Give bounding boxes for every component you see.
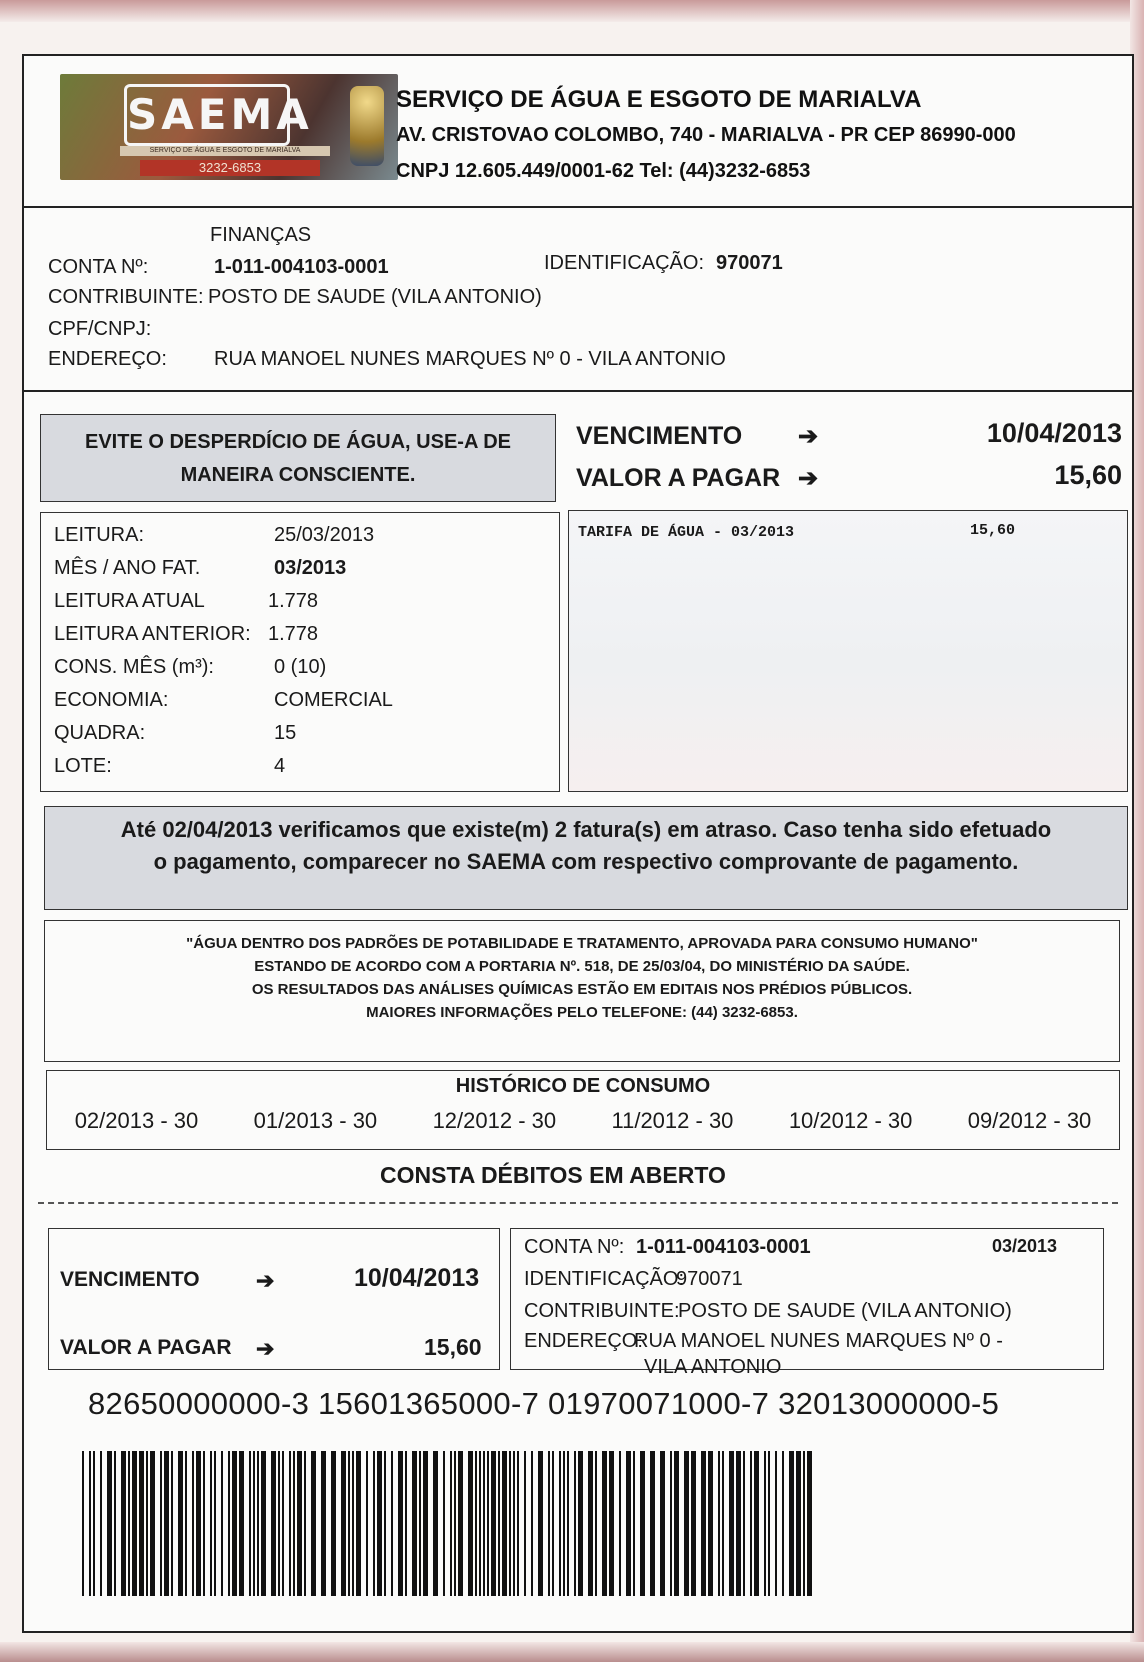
barcode-bar bbox=[443, 1451, 445, 1596]
barcode-bar bbox=[185, 1451, 187, 1596]
charge-item-value: 15,60 bbox=[970, 522, 1016, 539]
valor-value: 15,60 bbox=[1054, 460, 1122, 490]
saema-logo bbox=[60, 74, 398, 180]
section-label: FINANÇAS bbox=[210, 224, 312, 246]
barcode-bar bbox=[352, 1451, 354, 1596]
reading-value: COMERCIAL bbox=[274, 689, 393, 711]
barcode-bar bbox=[82, 1451, 84, 1596]
contribuinte-value: POSTO DE SAUDE (VILA ANTONIO) bbox=[208, 286, 542, 308]
barcode-bar bbox=[253, 1451, 255, 1596]
barcode-bar bbox=[578, 1451, 583, 1596]
reading-value: 0 (10) bbox=[274, 656, 327, 678]
quality-line-2: ESTANDO DE ACORDO COM A PORTARIA Nº. 518, DE 25/03/04, DO MINISTÉRIO DA SAÚDE. bbox=[254, 958, 910, 975]
barcode-bar bbox=[257, 1451, 259, 1596]
arrow-icon: ➔ bbox=[798, 465, 819, 492]
charge-item-label: TARIFA DE ÁGUA - 03/2013 bbox=[578, 524, 795, 541]
barcode-bar bbox=[132, 1451, 137, 1596]
reading-label: LOTE: bbox=[54, 755, 112, 777]
cut-line bbox=[38, 1202, 1118, 1204]
barcode-bar bbox=[282, 1451, 284, 1596]
stub-conta-value: 1-011-004103-0001 bbox=[636, 1236, 811, 1258]
vencimento-value: 10/04/2013 bbox=[986, 418, 1122, 448]
barcode-bar bbox=[609, 1451, 614, 1596]
history-title: HISTÓRICO DE CONSUMO bbox=[455, 1075, 711, 1097]
barcode-bar bbox=[107, 1451, 112, 1596]
barcode-bar bbox=[239, 1451, 244, 1596]
stub-vencimento-label: VENCIMENTO bbox=[60, 1268, 200, 1291]
barcode-bar bbox=[691, 1451, 696, 1596]
barcode-bar bbox=[754, 1451, 759, 1596]
barcode-bar bbox=[650, 1451, 655, 1596]
barcode-bar bbox=[348, 1451, 350, 1596]
barcode-bar bbox=[433, 1451, 438, 1596]
barcode-bar bbox=[89, 1451, 91, 1596]
barcode-bar bbox=[517, 1451, 519, 1596]
barcode-bar bbox=[796, 1451, 801, 1596]
contribuinte-label: CONTRIBUINTE: bbox=[48, 286, 204, 308]
water-tap-icon bbox=[350, 86, 384, 166]
barcode-bar bbox=[588, 1451, 593, 1596]
identificacao-label: IDENTIFICAÇÃO: bbox=[544, 252, 705, 274]
logo-phone: 3232-6853 bbox=[140, 160, 320, 176]
stub-ident-value: 970071 bbox=[676, 1268, 743, 1290]
barcode-bar bbox=[807, 1451, 812, 1596]
barcode-bar bbox=[674, 1451, 679, 1596]
company-address: AV. CRISTOVAO COLOMBO, 740 - MARIALVA - PR CEP 86990-000 bbox=[396, 124, 1016, 146]
reading-label: LEITURA ANTERIOR: bbox=[54, 623, 251, 645]
barcode-bar bbox=[331, 1451, 336, 1596]
barcode-bar bbox=[419, 1451, 421, 1596]
barcode-bar bbox=[210, 1451, 212, 1596]
barcode-bar bbox=[574, 1451, 576, 1596]
barcode-bar bbox=[214, 1451, 216, 1596]
history-item: 09/2012 - 30 bbox=[967, 1108, 1092, 1133]
reading-label: QUADRA: bbox=[54, 722, 146, 744]
barcode-bar bbox=[548, 1451, 550, 1596]
barcode-bar bbox=[356, 1451, 361, 1596]
conta-label: CONTA Nº: bbox=[48, 256, 149, 278]
barcode-bar bbox=[626, 1451, 631, 1596]
barcode-bar bbox=[468, 1451, 473, 1596]
barcode-bar bbox=[100, 1451, 102, 1596]
barcode-bar bbox=[764, 1451, 766, 1596]
barcode-bar bbox=[178, 1451, 183, 1596]
history-item: 12/2012 - 30 bbox=[432, 1108, 557, 1133]
barcode-bar bbox=[722, 1451, 724, 1596]
water-bill-page bbox=[22, 54, 1134, 1633]
barcode-bar bbox=[670, 1451, 672, 1596]
stub-endereco-label: ENDEREÇO: bbox=[524, 1330, 643, 1352]
barcode-bar bbox=[498, 1451, 500, 1596]
barcode-bar bbox=[479, 1451, 481, 1596]
barcode-bar bbox=[146, 1451, 148, 1596]
header-divider bbox=[24, 206, 1132, 208]
barcode-bar bbox=[701, 1451, 706, 1596]
barcode-bar bbox=[139, 1451, 144, 1596]
barcode-bar bbox=[150, 1451, 155, 1596]
barcode-bar bbox=[718, 1451, 720, 1596]
cpf-label: CPF/CNPJ: bbox=[48, 318, 152, 340]
barcode-bar bbox=[373, 1451, 375, 1596]
barcode-bar bbox=[524, 1451, 526, 1596]
charges-box bbox=[568, 510, 1128, 792]
customer-divider bbox=[24, 390, 1132, 392]
barcode-bar bbox=[423, 1451, 428, 1596]
barcode-bar bbox=[487, 1451, 489, 1596]
logo-subtitle: SERVIÇO DE ÁGUA E ESGOTO DE MARIALVA bbox=[120, 146, 330, 156]
barcode-bar bbox=[775, 1451, 777, 1596]
endereco-value: RUA MANOEL NUNES MARQUES Nº 0 - VILA ANTONIO bbox=[214, 348, 726, 370]
water-quality-box bbox=[44, 920, 1120, 1062]
history-items bbox=[47, 1108, 1119, 1134]
barcode-bar bbox=[458, 1451, 463, 1596]
reading-box bbox=[40, 512, 560, 792]
barcode-digits: 82650000000-3 15601365000-7 01970071000-7 32013000000-5 bbox=[88, 1386, 1000, 1421]
barcode-bar bbox=[398, 1451, 403, 1596]
barcode-bar bbox=[513, 1451, 515, 1596]
quality-line-3: OS RESULTADOS DAS ANÁLISES QUÍMICAS ESTÃO EM EDITAIS NOS PRÉDIOS PÚBLICOS. bbox=[251, 981, 913, 998]
barcode-bar bbox=[171, 1451, 173, 1596]
quality-line-4: MAIORES INFORMAÇÕES PELO TELEFONE: (44) 3232-6853. bbox=[366, 1004, 798, 1021]
identificacao-value: 970071 bbox=[716, 252, 783, 274]
history-item: 10/2012 - 30 bbox=[788, 1108, 913, 1133]
barcode-bar bbox=[297, 1451, 302, 1596]
barcode-bar bbox=[475, 1451, 477, 1596]
stub-valor-value: 15,60 bbox=[424, 1334, 482, 1360]
company-cnpj: CNPJ 12.605.449/0001-62 Tel: (44)3232-6853 bbox=[396, 160, 811, 182]
barcode-bar bbox=[563, 1451, 565, 1596]
stub-ident-label: IDENTIFICAÇÃO: bbox=[524, 1268, 685, 1290]
barcode-bar bbox=[412, 1451, 417, 1596]
barcode-bar bbox=[567, 1451, 569, 1596]
barcode-bar bbox=[93, 1451, 95, 1596]
scan-edge-top bbox=[0, 0, 1144, 22]
barcode-bar bbox=[164, 1451, 169, 1596]
barcode-bar bbox=[502, 1451, 507, 1596]
water-saving-notice bbox=[40, 414, 556, 502]
notice-line-1: EVITE O DESPERDÍCIO DE ÁGUA, USE-A DE bbox=[85, 431, 511, 453]
reading-value: 4 bbox=[274, 755, 286, 777]
stub-endereco-value-2: VILA ANTONIO bbox=[644, 1356, 782, 1378]
stub-conta-label: CONTA Nº: bbox=[524, 1236, 625, 1258]
endereco-label: ENDEREÇO: bbox=[48, 348, 167, 370]
overdue-line-1: Até 02/04/2013 verificamos que existe(m) 2 fatura(s) em atraso. Caso tenha sido efetuado bbox=[120, 817, 1052, 842]
barcode-bar bbox=[552, 1451, 554, 1596]
stub-endereco-value: RUA MANOEL NUNES MARQUES Nº 0 - bbox=[634, 1330, 1003, 1352]
stub-contribuinte-value: POSTO DE SAUDE (VILA ANTONIO) bbox=[678, 1300, 1012, 1322]
barcode-bar bbox=[384, 1451, 386, 1596]
barcode-bar bbox=[271, 1451, 276, 1596]
barcode-bar bbox=[619, 1451, 621, 1596]
stub-valor-label: VALOR A PAGAR bbox=[60, 1336, 232, 1359]
barcode-bar bbox=[121, 1451, 126, 1596]
barcode-bar bbox=[128, 1451, 130, 1596]
barcode bbox=[82, 1451, 818, 1596]
barcode-bar bbox=[803, 1451, 805, 1596]
stub-period: 03/2013 bbox=[992, 1236, 1058, 1256]
barcode-bar bbox=[768, 1451, 770, 1596]
barcode-bar bbox=[366, 1451, 368, 1596]
reading-value: 15 bbox=[274, 722, 297, 744]
history-item: 02/2013 - 30 bbox=[74, 1108, 199, 1133]
barcode-bar bbox=[278, 1451, 280, 1596]
barcode-bar bbox=[538, 1451, 543, 1596]
barcode-bar bbox=[341, 1451, 346, 1596]
company-name: SERVIÇO DE ÁGUA E ESGOTO DE MARIALVA bbox=[396, 86, 922, 113]
reading-value: 03/2013 bbox=[274, 557, 347, 579]
barcode-bar bbox=[377, 1451, 382, 1596]
barcode-bar bbox=[483, 1451, 485, 1596]
barcode-bar bbox=[684, 1451, 689, 1596]
history-item: 01/2013 - 30 bbox=[253, 1108, 378, 1133]
reading-value: 25/03/2013 bbox=[274, 524, 375, 546]
overdue-notice bbox=[44, 806, 1128, 910]
barcode-bar bbox=[203, 1451, 205, 1596]
reading-label: LEITURA ATUAL bbox=[54, 590, 205, 612]
stub-contribuinte-label: CONTRIBUINTE: bbox=[524, 1300, 680, 1322]
reading-label: ECONOMIA: bbox=[54, 689, 169, 711]
conta-value: 1-011-004103-0001 bbox=[214, 256, 389, 278]
reading-label: LEITURA: bbox=[54, 524, 145, 546]
quality-line-1: "ÁGUA DENTRO DOS PADRÕES DE POTABILIDADE E TRATAMENTO, APROVADA PARA CONSUMO HUMANO" bbox=[186, 935, 978, 952]
barcode-bar bbox=[391, 1451, 393, 1596]
barcode-bar bbox=[633, 1451, 635, 1596]
arrow-icon: ➔ bbox=[798, 423, 819, 450]
reading-label: MÊS / ANO FAT. bbox=[54, 557, 201, 579]
notice-line-2: MANEIRA CONSCIENTE. bbox=[180, 464, 416, 486]
history-box bbox=[46, 1070, 1120, 1150]
barcode-bar bbox=[261, 1451, 266, 1596]
barcode-bar bbox=[602, 1451, 607, 1596]
barcode-bar bbox=[729, 1451, 734, 1596]
reading-label: CONS. MÊS (m³): bbox=[54, 656, 214, 678]
barcode-bar bbox=[196, 1451, 201, 1596]
barcode-bar bbox=[249, 1451, 251, 1596]
barcode-bar bbox=[321, 1451, 326, 1596]
barcode-bar bbox=[228, 1451, 230, 1596]
barcode-bar bbox=[454, 1451, 456, 1596]
barcode-bar bbox=[782, 1451, 784, 1596]
arrow-icon: ➔ bbox=[256, 1268, 275, 1293]
barcode-bar bbox=[743, 1451, 745, 1596]
barcode-bar bbox=[114, 1451, 116, 1596]
arrow-icon: ➔ bbox=[256, 1336, 275, 1361]
barcode-bar bbox=[232, 1451, 237, 1596]
valor-label: VALOR A PAGAR bbox=[576, 464, 781, 492]
barcode-bar bbox=[221, 1451, 223, 1596]
barcode-bar bbox=[789, 1451, 794, 1596]
scan-edge-bottom bbox=[0, 1642, 1144, 1662]
stub-vencimento-value: 10/04/2013 bbox=[354, 1264, 480, 1292]
vencimento-label: VENCIMENTO bbox=[576, 422, 743, 450]
barcode-bar bbox=[559, 1451, 561, 1596]
barcode-bar bbox=[750, 1451, 752, 1596]
barcode-bar bbox=[192, 1451, 194, 1596]
barcode-bar bbox=[311, 1451, 316, 1596]
history-item: 11/2012 - 30 bbox=[611, 1108, 734, 1133]
barcode-bar bbox=[160, 1451, 162, 1596]
barcode-bar bbox=[289, 1451, 291, 1596]
debts-title: CONSTA DÉBITOS EM ABERTO bbox=[380, 1162, 726, 1188]
barcode-bar bbox=[640, 1451, 645, 1596]
barcode-bar bbox=[595, 1451, 597, 1596]
barcode-bar bbox=[708, 1451, 713, 1596]
barcode-bar bbox=[304, 1451, 306, 1596]
barcode-bar bbox=[531, 1451, 533, 1596]
barcode-bar bbox=[450, 1451, 452, 1596]
barcode-bar bbox=[509, 1451, 511, 1596]
barcode-bar bbox=[660, 1451, 665, 1596]
reading-value: 1.778 bbox=[268, 623, 319, 645]
logo-wordmark: SAEMA bbox=[124, 84, 290, 146]
reading-value: 1.778 bbox=[268, 590, 319, 612]
barcode-bar bbox=[736, 1451, 741, 1596]
barcode-bar bbox=[491, 1451, 496, 1596]
barcode-bar bbox=[293, 1451, 295, 1596]
overdue-line-2: o pagamento, comparecer no SAEMA com respectivo comprovante de pagamento. bbox=[153, 849, 1019, 874]
barcode-bar bbox=[405, 1451, 407, 1596]
